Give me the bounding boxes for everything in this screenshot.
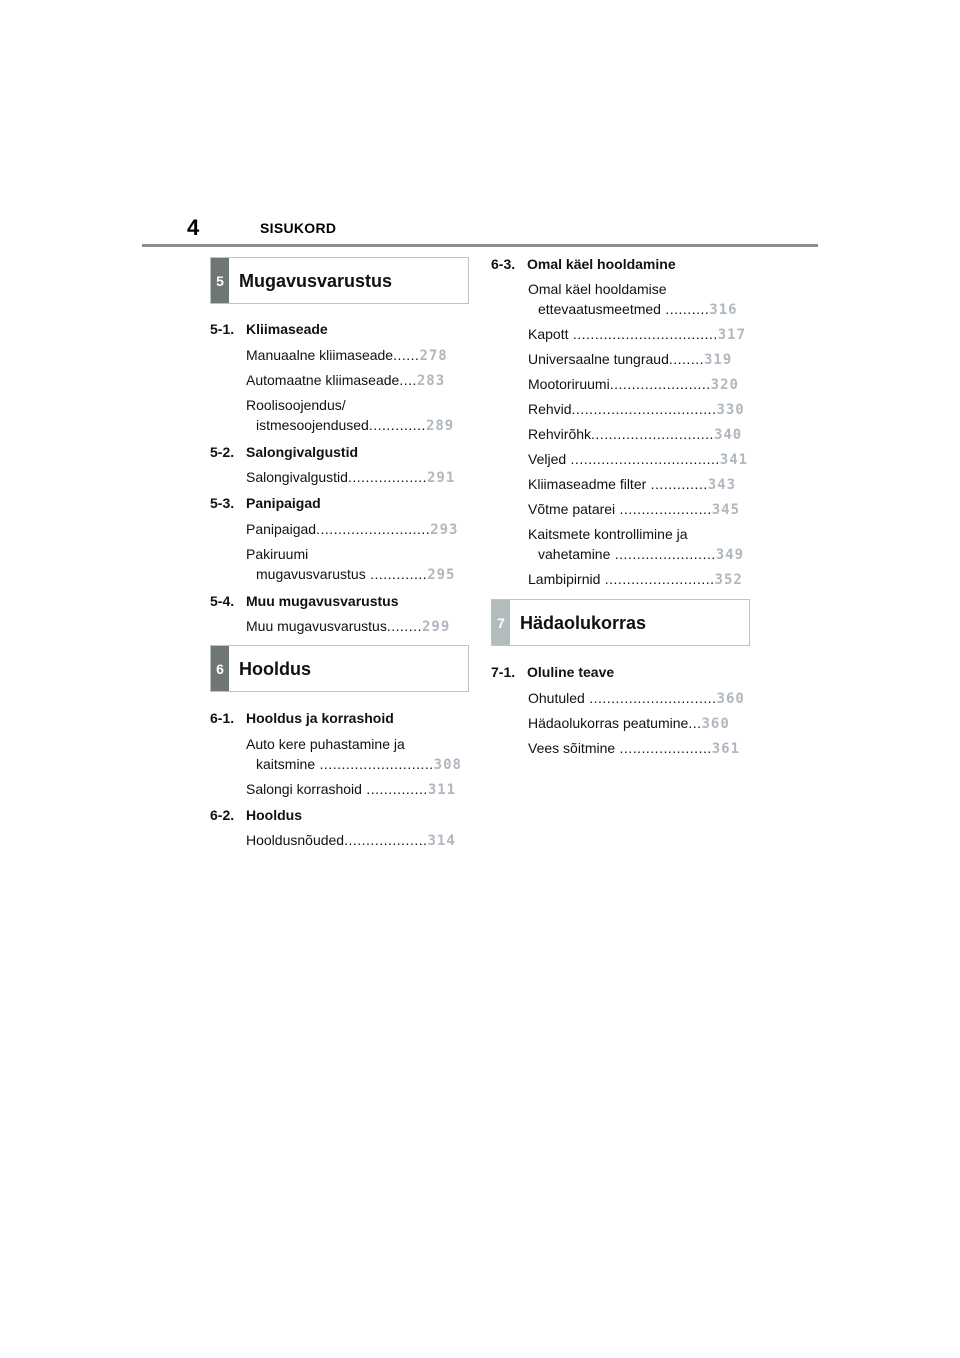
entry-leader: .................. bbox=[347, 469, 427, 485]
chapter-number: 5-4. bbox=[210, 593, 235, 609]
entry-text: Manuaalne kliimaseade bbox=[246, 347, 394, 363]
entry-text: ettevaatusmeetmed bbox=[538, 301, 661, 317]
entry-text: Võtme patarei bbox=[528, 501, 616, 517]
chapter-title: Hooldus bbox=[246, 807, 302, 823]
entry-page[interactable]: 295 bbox=[427, 567, 456, 583]
toc-entry[interactable] bbox=[528, 688, 745, 709]
entry-leader: ............................ bbox=[591, 426, 714, 442]
entry-leader: ................................. bbox=[571, 401, 717, 417]
page-header bbox=[142, 213, 818, 247]
entry-text: Ohutuled bbox=[528, 690, 585, 706]
entry-text: Vees sõitmine bbox=[528, 740, 616, 756]
entry-text: Mootoriruumi bbox=[528, 376, 610, 392]
chapter-6-2 bbox=[210, 807, 302, 823]
chapter-6-3 bbox=[491, 256, 676, 272]
entry-text: Roolisoojendus/ bbox=[246, 397, 346, 413]
entry-page[interactable]: 349 bbox=[715, 547, 745, 563]
chapter-title: Panipaigad bbox=[246, 495, 321, 511]
entry-text: Omal käel hooldamise bbox=[528, 281, 667, 297]
chapter-number: 6-1. bbox=[210, 710, 235, 726]
chapter-title: Muu mugavusvarustus bbox=[246, 593, 399, 609]
entry-text: Salongi korrashoid bbox=[246, 781, 362, 797]
entry-page[interactable]: 299 bbox=[421, 619, 451, 635]
entry-leader: ............................. bbox=[584, 690, 717, 706]
chapter-number: 7-1. bbox=[491, 664, 516, 680]
toc-entry[interactable] bbox=[538, 299, 738, 320]
chapter-title: Kliimaseade bbox=[246, 321, 328, 337]
entry-leader: ... bbox=[688, 715, 702, 731]
toc-entry[interactable] bbox=[246, 519, 459, 540]
chapter-title: Hooldus ja korrashoid bbox=[246, 710, 394, 726]
entry-page[interactable]: 361 bbox=[711, 741, 741, 757]
entry-leader: ................................. bbox=[568, 326, 718, 342]
entry-text: Salongivalgustid bbox=[246, 469, 348, 485]
chapter-number: 5-3. bbox=[210, 495, 235, 511]
entry-leader: ................... bbox=[344, 832, 428, 848]
toc-entry-line1 bbox=[246, 544, 308, 564]
entry-page[interactable]: 352 bbox=[714, 572, 743, 588]
entry-page[interactable]: 319 bbox=[704, 352, 733, 368]
entry-leader: .... bbox=[399, 372, 417, 388]
toc-entry[interactable] bbox=[528, 449, 748, 470]
toc-entry[interactable] bbox=[246, 830, 456, 851]
chapter-5-1 bbox=[210, 321, 328, 337]
toc-entry[interactable] bbox=[528, 399, 745, 420]
chapter-number: 6-3. bbox=[491, 256, 516, 272]
chapter-number: 5-2. bbox=[210, 444, 235, 460]
page-title: SISUKORD bbox=[260, 220, 337, 236]
entry-text: mugavusvarustus bbox=[256, 566, 366, 582]
section-6-title: Hooldus bbox=[239, 659, 311, 679]
toc-entry[interactable] bbox=[528, 713, 730, 734]
entry-leader: ....................... bbox=[610, 546, 716, 562]
entry-page[interactable]: 283 bbox=[416, 373, 446, 389]
toc-entry[interactable] bbox=[528, 474, 736, 495]
toc-entry[interactable] bbox=[528, 324, 746, 345]
entry-leader: ...... bbox=[393, 347, 420, 363]
entry-leader: ............. bbox=[365, 566, 428, 582]
entry-text: Kaitsmete kontrollimine ja bbox=[528, 526, 688, 542]
entry-text: Hädaolukorras peatumine bbox=[528, 715, 689, 731]
chapter-title: Salongivalgustid bbox=[246, 444, 359, 460]
chapter-title: Omal käel hooldamine bbox=[527, 256, 676, 272]
entry-page[interactable]: 291 bbox=[426, 470, 456, 486]
section-6-number: 6 bbox=[211, 646, 229, 691]
toc-entry-line1 bbox=[246, 395, 346, 415]
toc-entry[interactable] bbox=[528, 499, 740, 520]
entry-leader: ........ bbox=[386, 618, 422, 634]
entry-leader: ..................... bbox=[615, 740, 712, 756]
entry-leader: ............. bbox=[646, 476, 708, 492]
section-5-number: 5 bbox=[211, 258, 229, 303]
entry-leader: .............. bbox=[361, 781, 428, 797]
entry-text: kaitsmine bbox=[256, 756, 316, 772]
page-number: 4 bbox=[187, 215, 200, 240]
entry-page[interactable]: 320 bbox=[710, 377, 739, 393]
entry-leader: .......... bbox=[660, 301, 710, 317]
entry-text: istmesoojendused bbox=[256, 417, 369, 433]
entry-page[interactable]: 293 bbox=[430, 522, 459, 538]
toc-entry[interactable] bbox=[256, 564, 455, 585]
toc-entry-line1 bbox=[528, 279, 667, 299]
entry-text: Automaatne kliimaseade bbox=[246, 372, 400, 388]
entry-leader: .......................... bbox=[316, 521, 431, 537]
entry-page[interactable]: 317 bbox=[717, 327, 747, 343]
chapter-5-4 bbox=[210, 593, 398, 609]
toc-entry[interactable] bbox=[528, 424, 742, 445]
entry-text: Rehvid bbox=[528, 401, 572, 417]
entry-page[interactable]: 289 bbox=[425, 418, 455, 434]
toc-entry[interactable] bbox=[528, 738, 740, 759]
entry-leader: ............. bbox=[368, 417, 426, 433]
entry-leader: ........ bbox=[668, 351, 704, 367]
toc-entry[interactable] bbox=[528, 374, 739, 395]
chapter-5-3 bbox=[210, 495, 321, 511]
section-5-header[interactable] bbox=[210, 257, 469, 304]
chapter-title: Oluline teave bbox=[527, 664, 615, 680]
section-5-title: Mugavusvarustus bbox=[239, 271, 393, 291]
entry-text: vahetamine bbox=[538, 546, 611, 562]
entry-page[interactable]: 345 bbox=[711, 502, 741, 518]
entry-page[interactable]: 311 bbox=[427, 782, 457, 798]
entry-text: Panipaigad bbox=[246, 521, 317, 537]
chapter-number: 5-1. bbox=[210, 321, 235, 337]
entry-page[interactable]: 340 bbox=[713, 427, 743, 443]
entry-leader: .................................. bbox=[566, 451, 720, 467]
entry-page[interactable]: 330 bbox=[716, 402, 745, 418]
chapter-6-1 bbox=[210, 710, 394, 726]
toc-entry[interactable] bbox=[256, 415, 454, 436]
toc-entry[interactable] bbox=[246, 467, 455, 488]
entry-page[interactable]: 316 bbox=[709, 302, 738, 318]
entry-text: Rehvirõhk bbox=[528, 426, 592, 442]
entry-page[interactable]: 314 bbox=[427, 833, 456, 849]
toc-entry[interactable] bbox=[246, 779, 456, 800]
entry-text: Lambipirnid bbox=[528, 571, 601, 587]
toc-entry-line1 bbox=[528, 524, 688, 544]
chapter-number: 6-2. bbox=[210, 807, 235, 823]
entry-page[interactable]: 360 bbox=[701, 716, 730, 732]
toc-entry[interactable] bbox=[246, 616, 450, 637]
entry-text: Muu mugavusvarustus bbox=[246, 618, 387, 634]
entry-text: Hooldusnõuded bbox=[246, 832, 345, 848]
chapter-7-1 bbox=[491, 664, 614, 680]
entry-text: Universaalne tungraud bbox=[528, 351, 669, 367]
toc-entry[interactable] bbox=[246, 370, 445, 391]
entry-page[interactable]: 341 bbox=[719, 452, 749, 468]
entry-text: Pakiruumi bbox=[246, 546, 309, 562]
entry-text: Auto kere puhastamine ja bbox=[246, 736, 405, 752]
chapter-5-2 bbox=[210, 444, 358, 460]
entry-leader: ......................... bbox=[600, 571, 715, 587]
entry-text: Veljed bbox=[528, 451, 567, 467]
entry-page[interactable]: 360 bbox=[716, 691, 745, 707]
toc-entry[interactable] bbox=[246, 345, 448, 366]
toc-entry[interactable] bbox=[256, 754, 462, 775]
entry-text: Kapott bbox=[528, 326, 569, 342]
section-7-number: 7 bbox=[492, 600, 510, 645]
entry-page[interactable]: 308 bbox=[433, 757, 462, 773]
header-divider bbox=[142, 244, 818, 247]
entry-leader: ..................... bbox=[615, 501, 712, 517]
entry-page[interactable]: 343 bbox=[707, 477, 737, 493]
entry-text: Kliimaseadme filter bbox=[528, 476, 647, 492]
toc-entry[interactable] bbox=[528, 569, 743, 590]
toc-entry[interactable] bbox=[538, 544, 744, 565]
toc-entry[interactable] bbox=[528, 349, 732, 370]
section-7-header[interactable] bbox=[491, 599, 750, 646]
section-7-title: Hädaolukorras bbox=[520, 613, 647, 633]
entry-leader: ....................... bbox=[609, 376, 711, 392]
toc-entry-line1 bbox=[246, 734, 405, 754]
section-6-header[interactable] bbox=[210, 645, 469, 692]
entry-page[interactable]: 278 bbox=[419, 348, 448, 364]
entry-leader: .......................... bbox=[315, 756, 434, 772]
